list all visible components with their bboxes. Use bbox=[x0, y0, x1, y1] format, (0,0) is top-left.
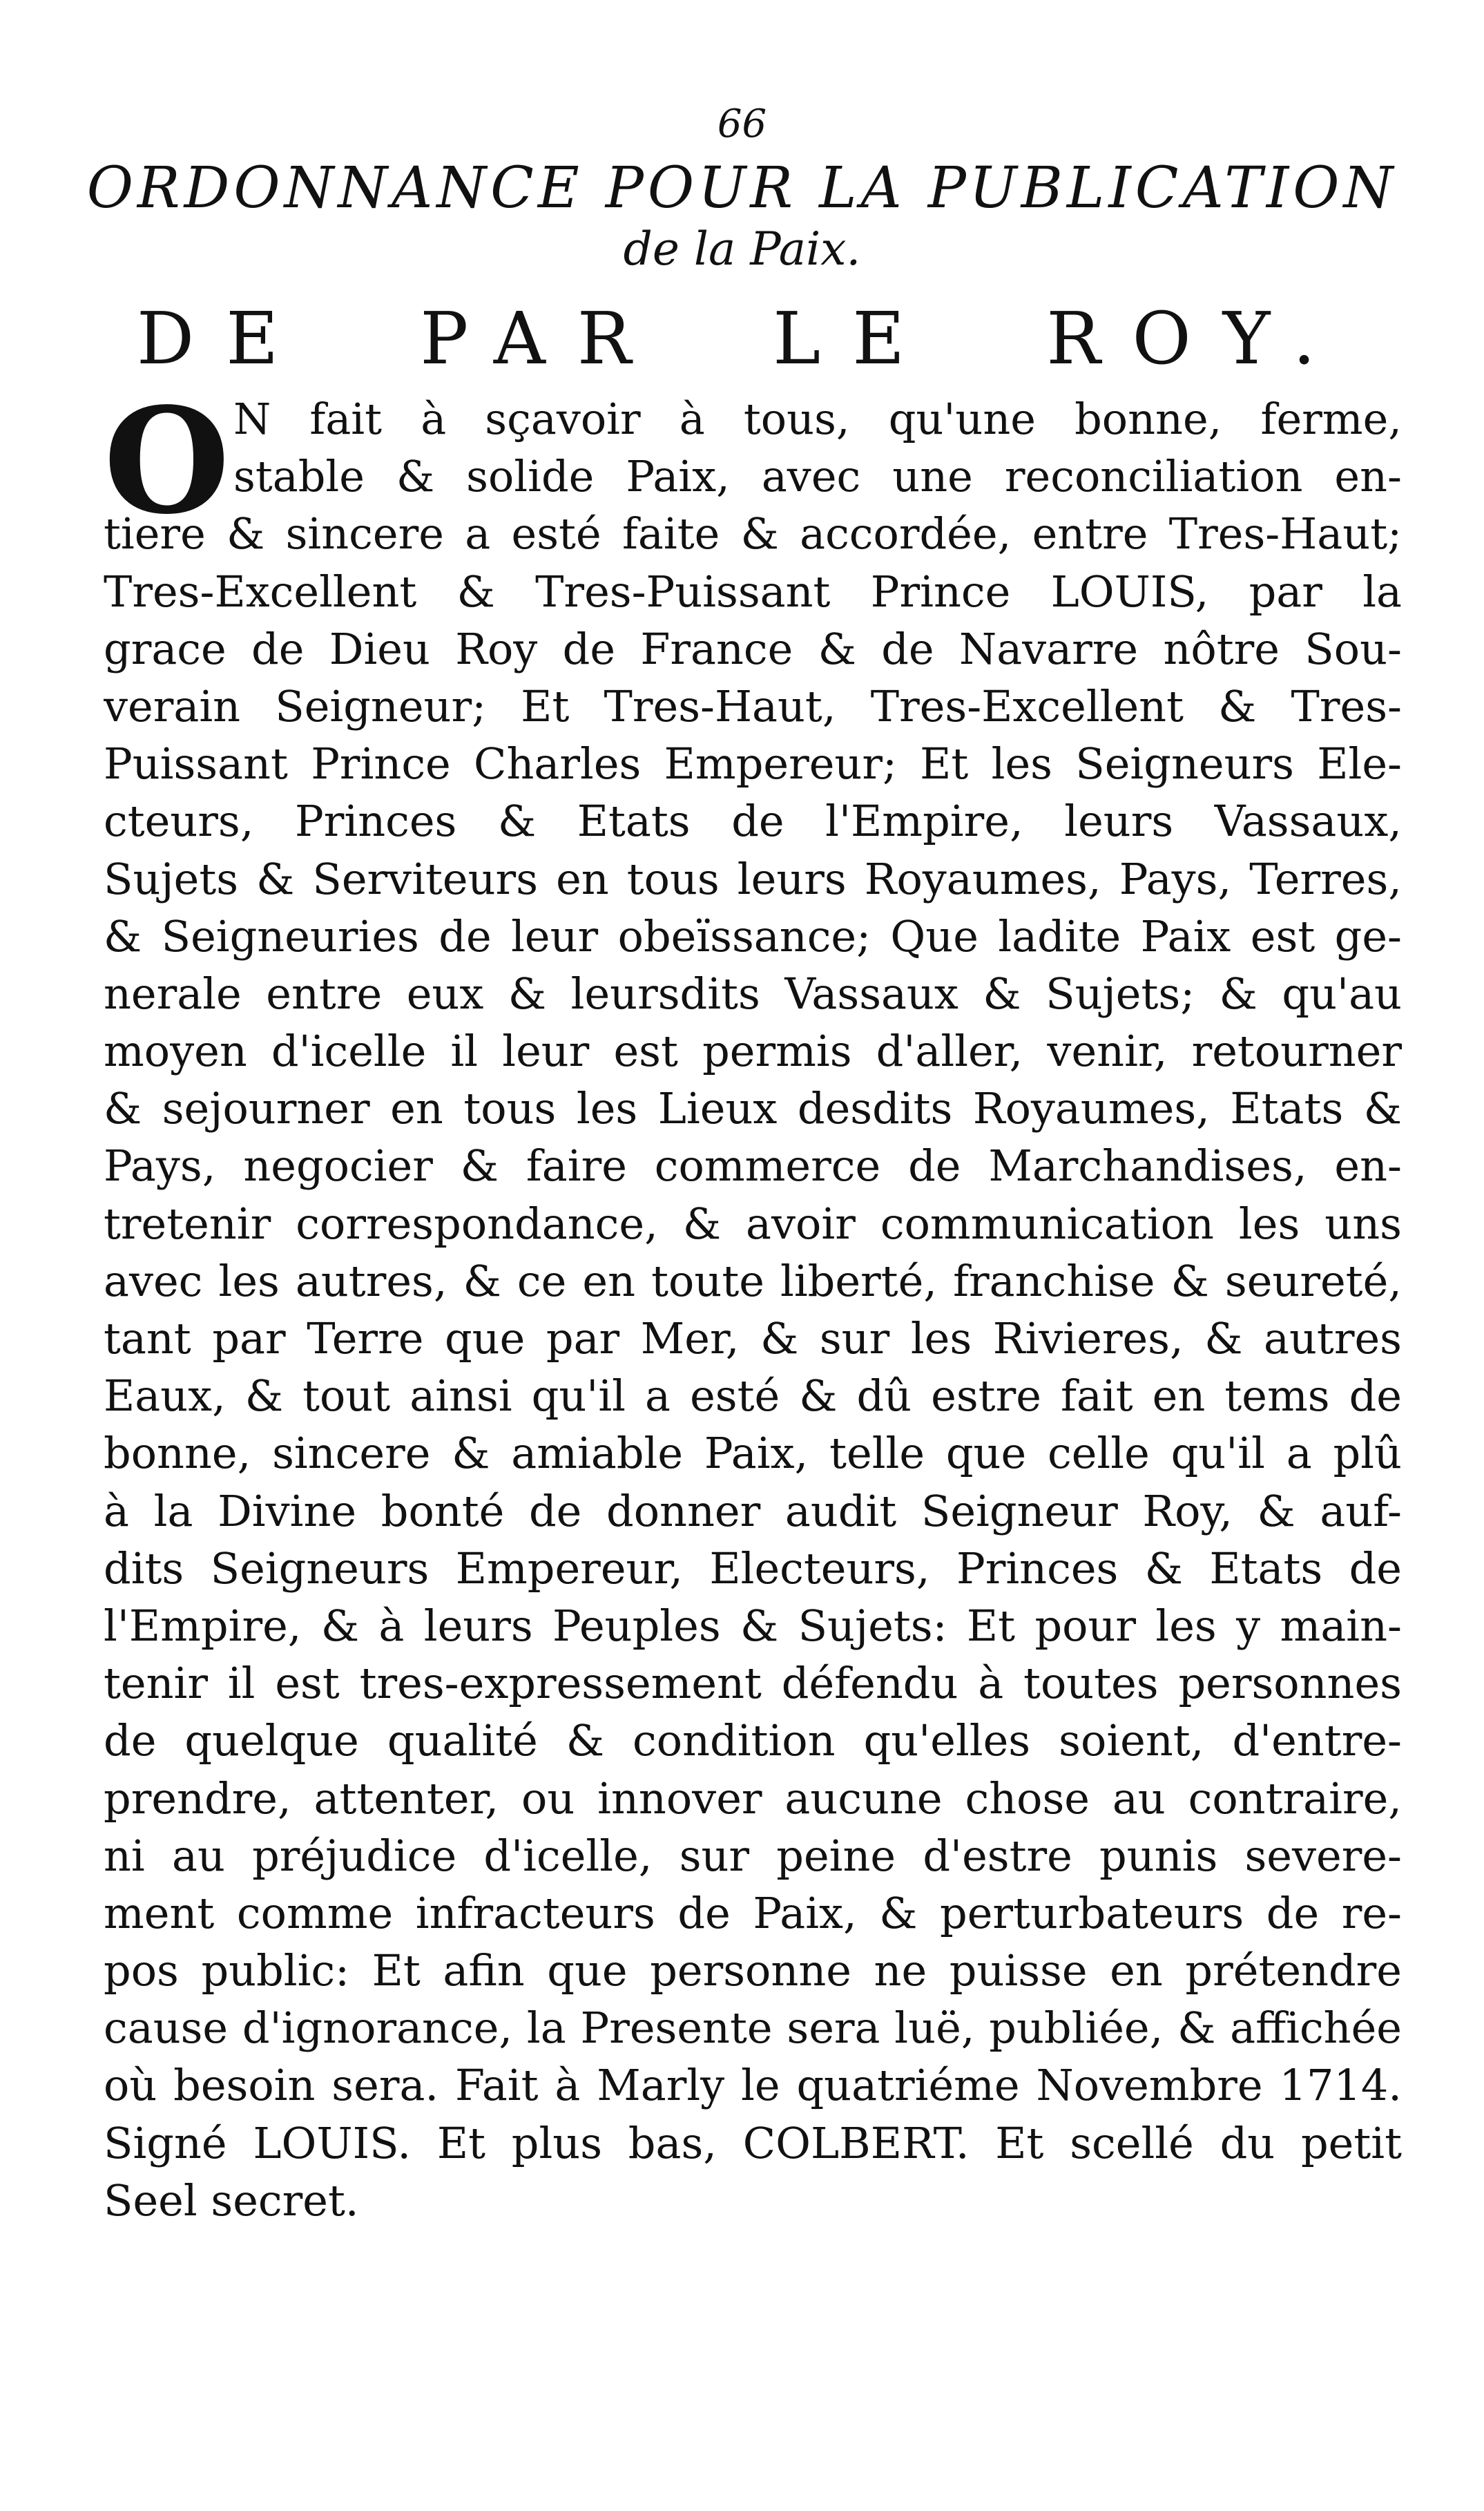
text-line: où besoin sera. Fait à Marly le quatriéme Novembre 1714. bbox=[104, 2060, 1402, 2111]
text-line: l'Empire, & à leurs Peuples & Sujets: Et pour les y main- bbox=[104, 1600, 1402, 1651]
text-line: Sujets & Serviteurs en tous leurs Royaumes, Pays, Terres, bbox=[104, 853, 1402, 904]
text-line: de quelque qualité & condition qu'elles soient, d'entre- bbox=[104, 1715, 1402, 1766]
text-line: tiere & sincere a esté faite & accordée, entre Tres-Haut; bbox=[104, 508, 1402, 560]
drop-cap: O bbox=[104, 376, 230, 546]
royal-heading: DE PAR LE ROY. bbox=[136, 296, 1348, 381]
text-line: grace de Dieu Roy de France & de Navarre nôtre Sou- bbox=[104, 623, 1402, 674]
text-line: Eaux, & tout ainsi qu'il a esté & dû estre fait en tems de bbox=[104, 1371, 1402, 1422]
page-number: 66 bbox=[717, 102, 767, 146]
text-line: Tres-Excellent & Tres-Puissant Prince LOUIS, par la bbox=[104, 566, 1402, 617]
text-line: cause d'ignorance, la Presente sera luë, publiée, & affichée bbox=[104, 2003, 1402, 2054]
text-line: Signé LOUIS. Et plus bas, COLBERT. Et scellé du petit bbox=[104, 2117, 1402, 2168]
text-line: & Seigneuries de leur obeïssance; Que ladite Paix est ge- bbox=[104, 910, 1402, 962]
text-line: à la Divine bonté de donner audit Seigneur Roy, & auf- bbox=[104, 1485, 1402, 1536]
text-line: Puissant Prince Charles Empereur; Et les Seigneurs Ele- bbox=[104, 738, 1402, 790]
text-line: avec les autres, & ce en toute liberté, franchise & seureté, bbox=[104, 1255, 1402, 1306]
ordinance-title: ORDONNANCE POUR LA PUBLICATION bbox=[86, 155, 1398, 221]
ordinance-text bbox=[104, 376, 1402, 2229]
text-line: tenir il est tres-expressement défendu à toutes personnes bbox=[104, 1658, 1402, 1709]
text-line: tant par Terre que par Mer, & sur les Rivieres, & autres bbox=[104, 1313, 1402, 1364]
ordinance-subtitle: de la Paix. bbox=[623, 222, 861, 276]
text-line: Pays, negocier & faire commerce de Marchandises, en- bbox=[104, 1140, 1402, 1192]
text-line: dits Seigneurs Empereur, Electeurs, Princes & Etats de bbox=[104, 1543, 1402, 1594]
text-line: moyen d'icelle il leur est permis d'aller, venir, retourner bbox=[104, 1026, 1402, 1077]
text-line: ni au préjudice d'icelle, sur peine d'estre punis severe- bbox=[104, 1830, 1402, 1881]
text-line: ment comme infracteurs de Paix, & perturbateurs de re- bbox=[104, 1887, 1402, 1938]
text-line: nerale entre eux & leursdits Vassaux & Sujets; & qu'au bbox=[104, 968, 1402, 1019]
text-line: tretenir correspondance, & avoir communication les uns bbox=[104, 1198, 1402, 1249]
text-line: stable & solide Paix, avec une reconciliation en- bbox=[233, 451, 1402, 502]
text-line: cteurs, Princes & Etats de l'Empire, leurs Vassaux, bbox=[104, 796, 1402, 847]
text-line: verain Seigneur; Et Tres-Haut, Tres-Excellent & Tres- bbox=[104, 680, 1402, 732]
text-line: Seel secret. bbox=[104, 2175, 359, 2226]
text-line: prendre, attenter, ou innover aucune chose au contraire, bbox=[104, 1773, 1402, 1824]
text-line: & sejourner en tous les Lieux desdits Royaumes, Etats & bbox=[104, 1083, 1402, 1134]
text-line: N fait à sçavoir à tous, qu'une bonne, ferme, bbox=[233, 394, 1402, 444]
text-line: bonne, sincere & amiable Paix, telle que celle qu'il a plû bbox=[104, 1428, 1402, 1479]
text-line: pos public: Et afin que personne ne puisse en prétendre bbox=[104, 1945, 1402, 1996]
